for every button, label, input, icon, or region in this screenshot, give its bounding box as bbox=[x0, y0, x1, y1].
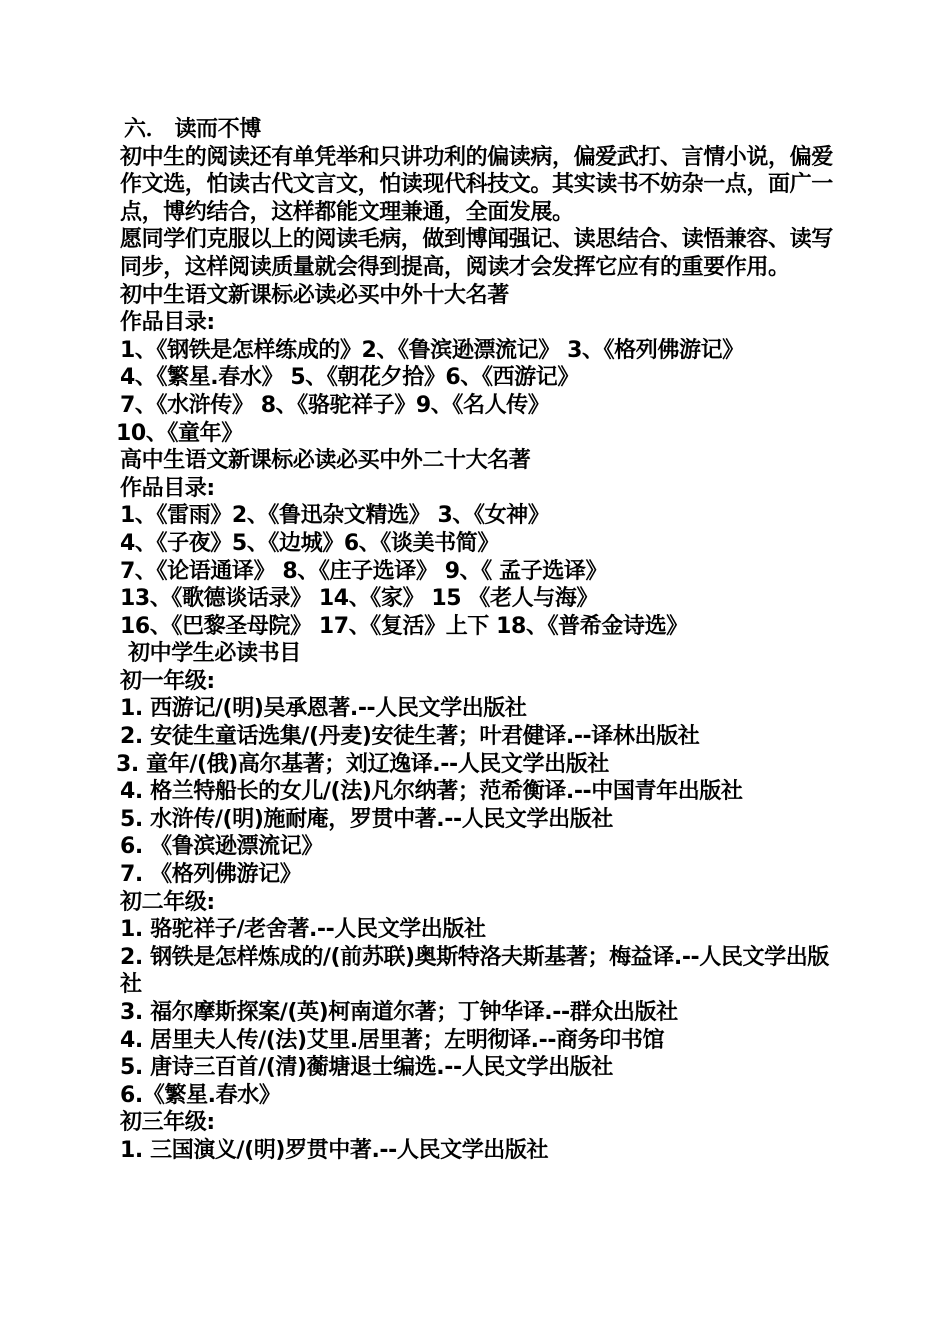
list-item: 7、《水浒传》 8、《骆驼祥子》9、《名人传》 bbox=[120, 392, 550, 418]
section-heading: 六． 读而不博 bbox=[124, 117, 261, 142]
grade-heading: 初三年级: bbox=[120, 1110, 215, 1136]
list-item: 3. 福尔摩斯探案/(英)柯南道尔著；丁钟华译.--群众出版社 bbox=[120, 1000, 678, 1025]
paragraph: 初中生的阅读还有单凭举和只讲功利的偏读病，偏爱武打、言情小说，偏爱作文选，怕读古代文言文，怕读现代科技文。其实读书不妨杂一点，面广一点，博约结合，这样都能文理兼通，全面发展。 bbox=[120, 144, 833, 225]
list-item: 6. 《鲁滨逊漂流记》 bbox=[120, 834, 323, 860]
list-item: 1、《雷雨》2、《鲁迅杂文精选》 3、《女神》 bbox=[120, 503, 550, 529]
list-heading: 高中生语文新课标必读必买中外二十大名著 bbox=[120, 448, 531, 474]
list-item: 5. 唐诗三百首/(清)蘅塘退士编选.--人民文学出版社 bbox=[120, 1055, 613, 1081]
list-item: 1. 西游记/(明)吴承恩著.--人民文学出版社 bbox=[120, 696, 527, 722]
list-item: 10、《童年》 bbox=[116, 420, 243, 446]
grade-heading: 初一年级: bbox=[120, 668, 215, 694]
paragraph: 愿同学们克服以上的阅读毛病，做到博闻强记、读思结合、读悟兼容、读写同步，这样阅读质量就会得到提高，阅读才会发挥它应有的重要作用。 bbox=[120, 227, 833, 280]
list-heading: 初中生语文新课标必读必买中外十大名著 bbox=[120, 282, 509, 308]
list-item: 13、《歌德谈话录》 14、《家》 15 《老人与海》 bbox=[120, 586, 599, 612]
document-body bbox=[116, 116, 836, 1165]
list-subheading: 作品目录: bbox=[120, 475, 215, 501]
list-item: 1. 三国演义/(明)罗贯中著.--人民文学出版社 bbox=[120, 1137, 549, 1163]
list-item: 4. 居里夫人传/(法)艾里.居里著；左明彻译.--商务印书馆 bbox=[120, 1027, 665, 1053]
list-item: 1. 骆驼祥子/老舍著.--人民文学出版社 bbox=[120, 917, 486, 943]
list-item: 4、《繁星.春水》 5、《朝花夕拾》6、《西游记》 bbox=[120, 365, 579, 391]
list-item: 4. 格兰特船长的女儿/(法)凡尔纳著；范希衡译.--中国青年出版社 bbox=[120, 779, 743, 805]
list-heading: 初中学生必读书目 bbox=[128, 641, 301, 667]
list-item: 7. 《格列佛游记》 bbox=[120, 862, 302, 888]
list-item: 1、《钢铁是怎样练成的》2、《鲁滨逊漂流记》 3、《格列佛游记》 bbox=[120, 337, 744, 363]
list-item: 16、《巴黎圣母院》 17、《复活》上下 18、《普希金诗选》 bbox=[120, 613, 688, 639]
list-item: 6.《繁星.春水》 bbox=[120, 1082, 281, 1108]
list-item: 2. 钢铁是怎样炼成的/(前苏联)奥斯特洛夫斯基著；梅益译.--人民文学出版社 bbox=[120, 944, 829, 998]
list-item: 2. 安徒生童话选集/(丹麦)安徒生著；叶君健译.--译林出版社 bbox=[120, 724, 700, 750]
list-item: 3. 童年/(俄)高尔基著；刘辽逸译.--人民文学出版社 bbox=[116, 751, 609, 777]
grade-heading: 初二年级: bbox=[120, 889, 215, 915]
list-item: 4、《子夜》5、《边城》6、《谈美书简》 bbox=[120, 530, 499, 556]
list-subheading: 作品目录: bbox=[120, 310, 215, 336]
list-item: 5. 水浒传/(明)施耐庵，罗贯中著.--人民文学出版社 bbox=[120, 806, 613, 832]
list-item: 7、《论语通译》 8、《庄子选译》 9、《 孟子选译》 bbox=[120, 558, 608, 584]
